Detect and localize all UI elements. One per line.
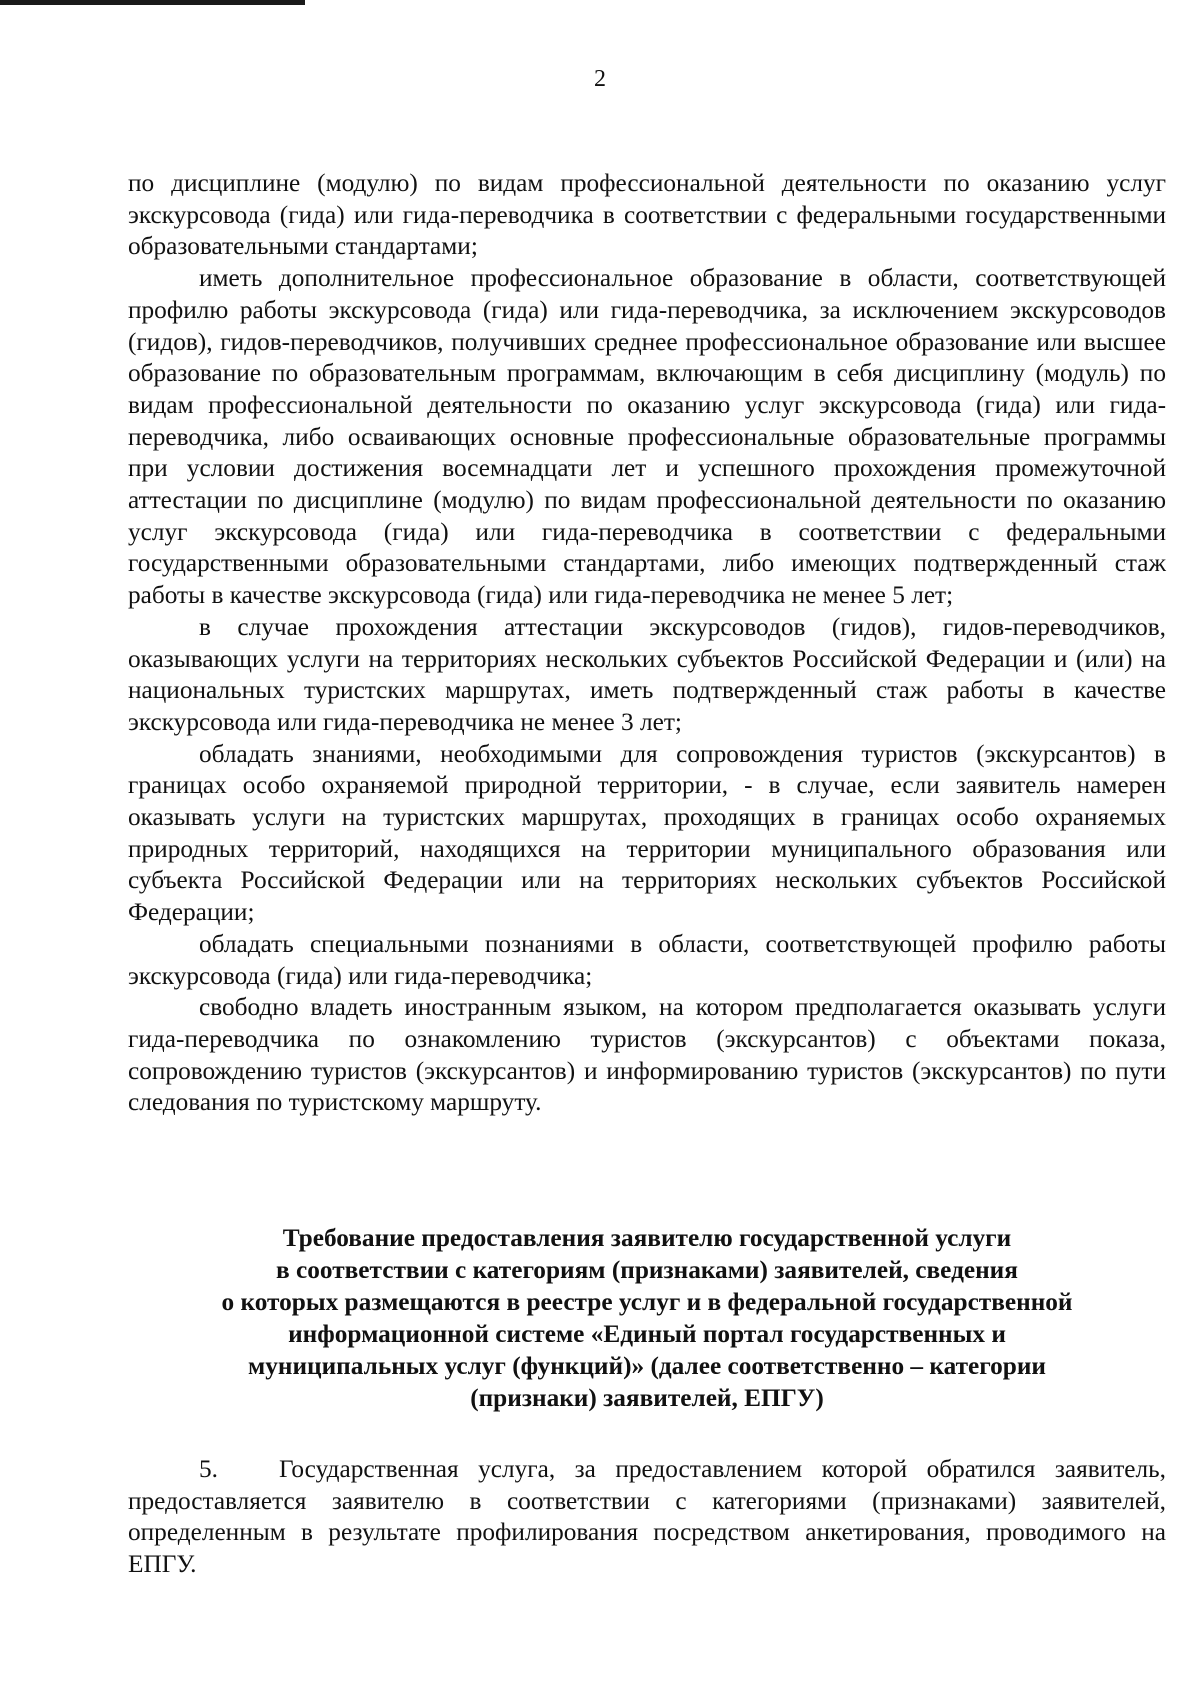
heading-line: Требование предоставления заявителю государственной услуги xyxy=(282,1224,1012,1252)
page-number: 2 xyxy=(594,66,606,92)
heading-line: информационной системе «Единый портал государственных и xyxy=(288,1320,1006,1348)
item-text: Государственная услуга, за предоставлением которой обратился заявитель, предоставляется заявителю в соответствии с категориями (признаками) заявителей, определенным в результате профилирования посредством анкетирования, проводимого на ЕПГУ. xyxy=(128,1455,1166,1579)
heading-line: в соответствии с категориям (признаками) заявителей, сведения xyxy=(276,1256,1018,1284)
body-text xyxy=(128,168,1166,1119)
numbered-item xyxy=(128,1454,1166,1581)
item-number: 5. xyxy=(199,1455,218,1483)
heading-line: (признаки) заявителей, ЕПГУ) xyxy=(470,1384,824,1412)
paragraph: в случае прохождения аттестации экскурсоводов (гидов), гидов-переводчиков, оказывающих услуги на территориях нескольких субъектов Российской Федерации и (или) на национальных туристских маршрутах, иметь подтвержденный стаж работы в качестве экскурсовода или гида-переводчика не менее 3 лет; xyxy=(128,612,1166,736)
top-edge-rule xyxy=(0,0,305,5)
item-paragraph xyxy=(128,1454,1166,1581)
section-heading xyxy=(128,1222,1166,1414)
heading-line: муниципальных услуг (функций)» (далее соответственно – категории xyxy=(248,1352,1046,1380)
paragraph: иметь дополнительное профессиональное образование в области, соответствующей профилю работы экскурсовода (гида) или гида-переводчика, за исключением экскурсоводов (гидов), гидов-переводчиков, получивших среднее профессиональное образование или высшее образование по образовательным программам, включающим в себя дисциплину (модуль) по видам профессиональной деятельности по оказанию услуг экскурсовода (гида) или гида-переводчика, либо осваивающих основные профессиональные образовательные программы при условии достижения восемнадцати лет и успешного прохождения промежуточной аттестации по дисциплине (модулю) по видам профессиональной деятельности по оказанию услуг экскурсовода (гида) или гида-переводчика в соответствии с федеральными государственными образовательными стандартами, либо имеющих подтвержденный стаж работы в качестве экскурсовода (гида) или гида-переводчика не менее 5 лет; xyxy=(128,264,1166,610)
heading-line: о которых размещаются в реестре услуг и в федеральной государственной xyxy=(221,1288,1073,1316)
paragraph: обладать знаниями, необходимыми для сопровождения туристов (экскурсантов) в границах особо охраняемой природной территории, - в случае, если заявитель намерен оказывать услуги на туристских маршрутах, проходящих в границах особо охраняемых природных территорий, находящихся на территории муниципального образования или субъекта Российской Федерации или на территориях нескольких субъектов Российской Федерации; xyxy=(128,739,1166,927)
paragraph: по дисциплине (модулю) по видам профессиональной деятельности по оказанию услуг экскурсовода (гида) или гида-переводчика в соответствии с федеральными государственными образовательными стандартами; xyxy=(128,169,1166,261)
paragraph: обладать специальными познаниями в области, соответствующей профилю работы экскурсовода (гида) или гида-переводчика; xyxy=(128,929,1166,990)
paragraph: свободно владеть иностранным языком, на котором предполагается оказывать услуги гида-переводчика по ознакомлению туристов (экскурсантов) с объектами показа, сопровождению туристов (экскурсантов) и информированию туристов (экскурсантов) по пути следования по туристскому маршруту. xyxy=(128,993,1166,1117)
